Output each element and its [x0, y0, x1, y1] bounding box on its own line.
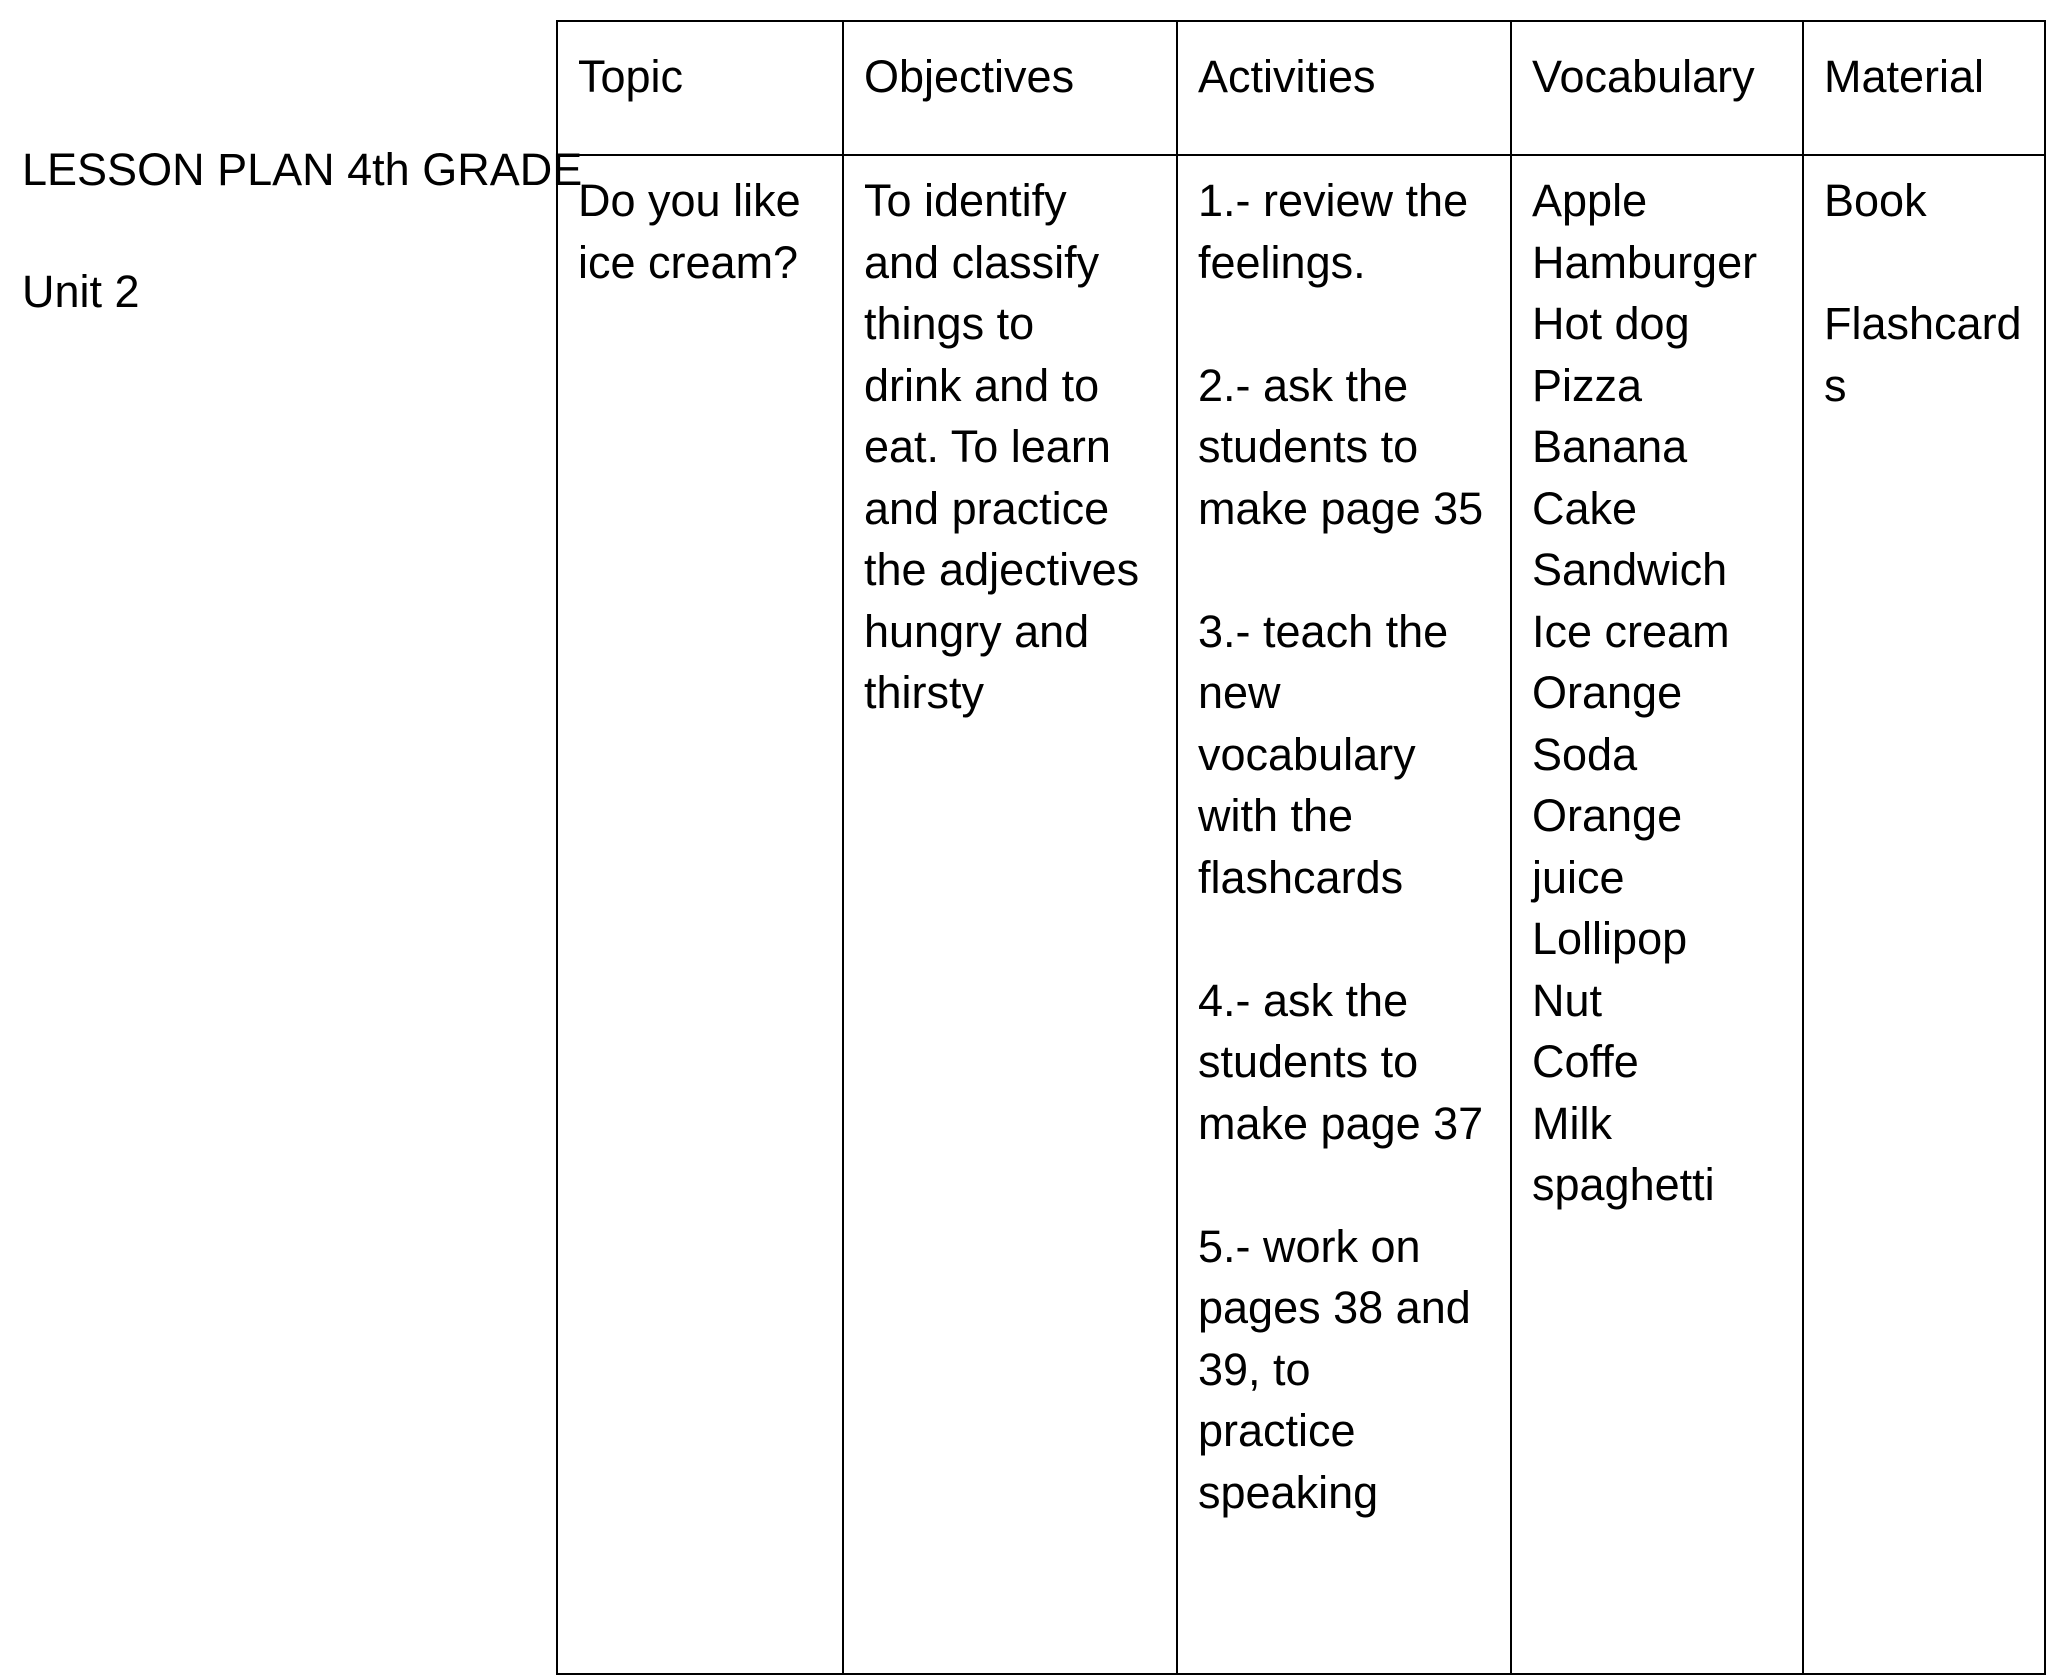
- topic-line: ice cream?: [578, 236, 799, 288]
- activity-item: [1198, 1216, 1500, 1524]
- objectives-line: thirsty: [864, 667, 985, 718]
- vocabulary-word: Orange: [1532, 667, 1683, 718]
- vocabulary-word: Apple: [1532, 175, 1648, 226]
- vocabulary-word: Coffe: [1532, 1036, 1639, 1087]
- activity-line: practice: [1198, 1405, 1356, 1456]
- activity-line: 5.- work on: [1198, 1220, 1421, 1272]
- activities-cell: [1177, 155, 1511, 1674]
- activity-line: 1.- review the: [1198, 175, 1469, 226]
- activity-item: [1198, 355, 1500, 540]
- objectives-line: things to: [864, 298, 1035, 349]
- vocabulary-word: Nut: [1532, 974, 1603, 1026]
- activity-line: vocabulary: [1198, 728, 1416, 780]
- topic-line: Do you like: [578, 175, 801, 226]
- vocabulary-word: Sandwich: [1532, 544, 1728, 595]
- lesson-plan-table: [556, 20, 2046, 1675]
- vocabulary-word: Ice cream: [1532, 605, 1730, 657]
- vocabulary-word: Hot dog: [1532, 298, 1690, 349]
- vocabulary-word: Cake: [1532, 482, 1638, 534]
- activity-line: students to: [1198, 1036, 1419, 1087]
- vocabulary-word: juice: [1532, 851, 1625, 903]
- activity-line: 3.- teach the: [1198, 605, 1449, 657]
- material-item-book: Book: [1824, 175, 1927, 226]
- activity-line: flashcards: [1198, 851, 1404, 903]
- activity-line: feelings.: [1198, 236, 1366, 288]
- vocabulary-word: Orange: [1532, 790, 1683, 841]
- objectives-line: To identify: [864, 175, 1067, 226]
- objectives-line: eat. To learn: [864, 421, 1111, 472]
- objectives-line: drink and to: [864, 359, 1100, 411]
- objectives-cell: [843, 155, 1177, 1674]
- vocabulary-word: Soda: [1532, 728, 1638, 780]
- activity-item: [1198, 970, 1500, 1155]
- activity-line: students to: [1198, 421, 1419, 472]
- material-item-flashcards: Flashcard: [1824, 298, 2022, 349]
- objectives-line: the adjectives: [864, 544, 1140, 595]
- activity-line: make page 37: [1198, 1097, 1484, 1149]
- activity-line: 4.- ask the: [1198, 974, 1409, 1026]
- header-material: Material: [1803, 21, 2045, 155]
- page-title: LESSON PLAN 4th GRADE: [22, 144, 583, 195]
- activity-line: new: [1198, 667, 1281, 718]
- vocabulary-word: Hamburger: [1532, 236, 1758, 288]
- header-activities: Activities: [1177, 21, 1511, 155]
- topic-cell: [557, 155, 843, 1674]
- vocabulary-word: spaghetti: [1532, 1159, 1715, 1210]
- activity-line: make page 35: [1198, 482, 1484, 534]
- vocabulary-cell: [1511, 155, 1803, 1674]
- material-item-flashcards: s: [1824, 359, 1847, 411]
- unit-label: Unit 2: [22, 266, 140, 317]
- activity-line: 39, to: [1198, 1343, 1311, 1395]
- activity-line: with the: [1198, 790, 1354, 841]
- activity-line: 2.- ask the: [1198, 359, 1409, 411]
- objectives-line: and practice: [864, 482, 1110, 534]
- header-row: [557, 21, 2045, 155]
- material-cell: [1803, 155, 2045, 1674]
- activity-item: [1198, 170, 1500, 293]
- vocabulary-word: Pizza: [1532, 359, 1643, 411]
- header-vocabulary: Vocabulary: [1511, 21, 1803, 155]
- header-objectives: Objectives: [843, 21, 1177, 155]
- vocabulary-word: Banana: [1532, 421, 1688, 472]
- activity-line: pages 38 and: [1198, 1282, 1471, 1333]
- objectives-line: and classify: [864, 236, 1100, 288]
- activity-line: speaking: [1198, 1466, 1379, 1518]
- objectives-line: hungry and: [864, 605, 1090, 657]
- vocabulary-word: Lollipop: [1532, 913, 1688, 964]
- content-row: [557, 155, 2045, 1674]
- header-topic: Topic: [557, 21, 843, 155]
- vocabulary-word: Milk: [1532, 1097, 1612, 1149]
- activity-item: [1198, 601, 1500, 909]
